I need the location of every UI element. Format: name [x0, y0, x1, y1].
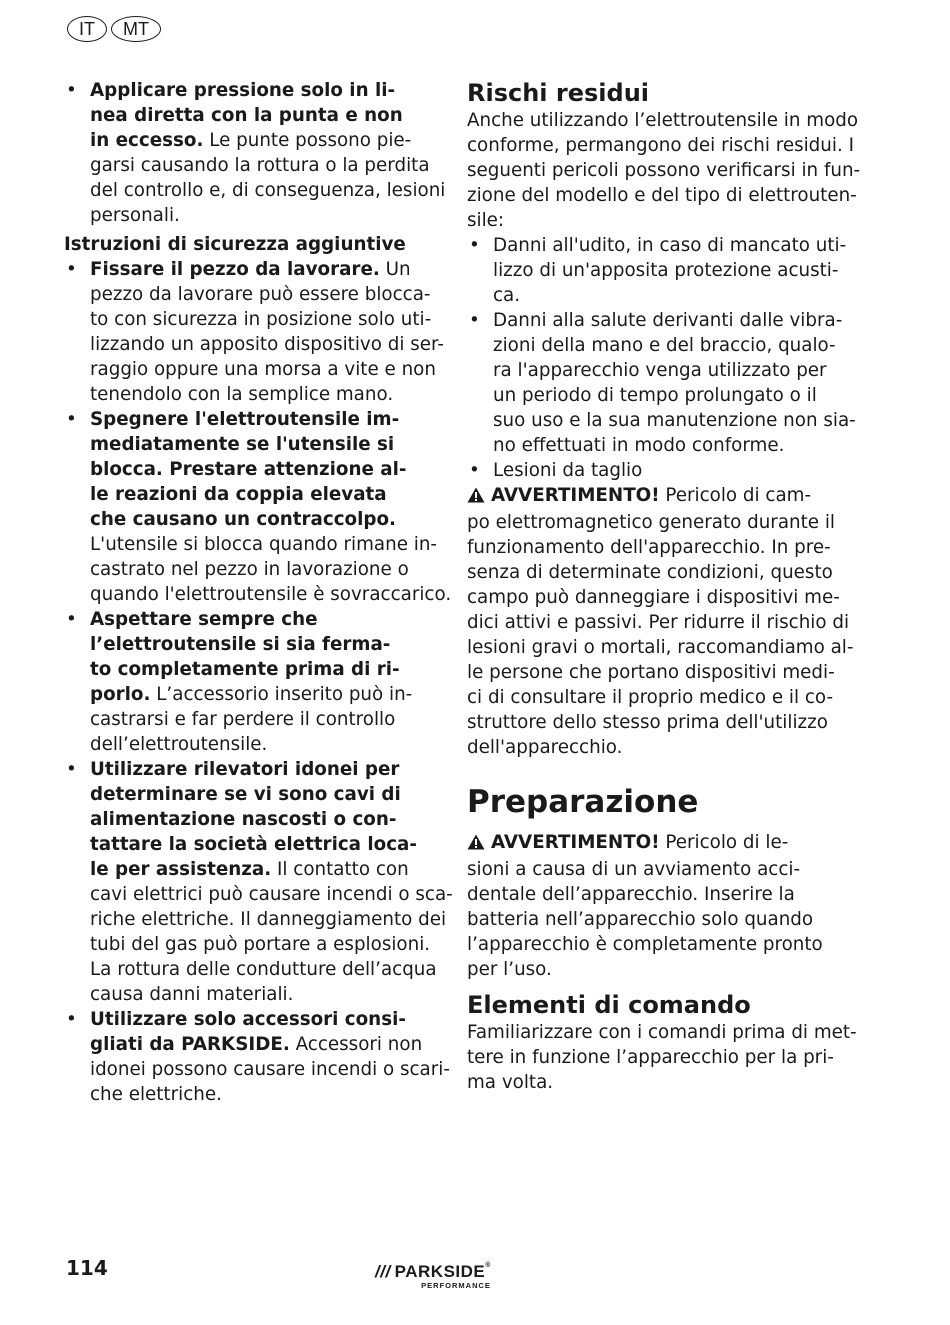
- text-line: quando l'elettroutensile è sovraccarico.: [90, 584, 452, 605]
- text-line: tenendolo con la semplice mano.: [90, 384, 394, 405]
- safety-list-1: [64, 78, 446, 228]
- text-line: personali.: [90, 205, 180, 226]
- text-line: Danni all'udito, in caso di mancato uti-: [493, 235, 847, 256]
- text-line: lesioni gravi o mortali, raccomandiamo al-: [467, 637, 854, 658]
- text-line: le reazioni da coppia elevata: [90, 484, 387, 505]
- text-line: del controllo e, di conseguenza, lesioni: [90, 180, 446, 201]
- text-line: tattare la società elettrica loca-: [90, 834, 417, 855]
- text-line: [90, 857, 436, 882]
- text-line: l’elettroutensile si sia ferma-: [90, 634, 391, 655]
- text-line: un periodo di tempo prolungato o il: [493, 385, 817, 406]
- text-line: sioni a causa di un avviamento acci-: [467, 859, 801, 880]
- text-line: [90, 257, 436, 282]
- text-line: senza di determinate condizioni, questo: [467, 562, 833, 583]
- warning-triangle-icon: [467, 832, 485, 857]
- text-line: seguenti pericoli possono verificarsi in fun-: [467, 160, 861, 181]
- text-line: ra l'apparecchio venga utilizzato per: [493, 360, 827, 381]
- brand-name-line: [375, 1262, 491, 1282]
- text-line: determinare se vi sono cavi di: [90, 784, 401, 805]
- text-line: alimentazione nascosti o con-: [90, 809, 397, 830]
- elementi-text: [467, 1020, 857, 1095]
- text-line: dentale dell’apparecchio. Inserire la: [467, 884, 795, 905]
- text-line: zioni della mano e del braccio, qualo-: [493, 335, 836, 356]
- text-line: riche elettriche. Il danneggiamento dei: [90, 909, 447, 930]
- text-rest: Il contatto con: [271, 859, 409, 880]
- language-badge-it: IT: [67, 16, 107, 42]
- list-item: [467, 233, 847, 308]
- bullet-icon: •: [469, 460, 480, 481]
- text-line: dell'apparecchio.: [467, 737, 623, 758]
- right-column: [467, 78, 861, 1095]
- list-item: [64, 257, 444, 407]
- text-line: conforme, permangono dei rischi residui. I: [467, 135, 854, 156]
- text-line: [90, 682, 436, 707]
- registered-mark: ®: [485, 1262, 491, 1269]
- bullet-icon: •: [66, 259, 77, 280]
- text-line: tere in funzione l’apparecchio per la pri-: [467, 1047, 834, 1068]
- rischi-intro: [467, 108, 861, 233]
- text-rest: Pericolo di cam-: [659, 485, 812, 506]
- text-line: pezzo da lavorare può essere blocca-: [90, 284, 431, 305]
- text-rest: Le punte possono pie-: [203, 130, 412, 151]
- text-line: batteria nell’apparecchio solo quando: [467, 909, 814, 930]
- text-line: Aspettare sempre che: [90, 609, 318, 630]
- text-line: struttore dello stesso prima dell'utilizzo: [467, 712, 828, 733]
- list-item: [467, 458, 839, 483]
- text-line: ci di consultare il proprio medico e il co-: [467, 687, 834, 708]
- text-line: Utilizzare solo accessori consi-: [90, 1009, 406, 1030]
- text-line: raggio oppure una morsa a vite e non: [90, 359, 436, 380]
- text-rest: Accessori non: [289, 1034, 423, 1055]
- warning-label: AVVERTIMENTO!: [491, 832, 660, 853]
- text-line: che causano un contraccolpo.: [90, 509, 396, 530]
- text-line: sile:: [467, 210, 505, 231]
- bullet-icon: •: [66, 409, 77, 430]
- warning-emf: [467, 483, 854, 760]
- text-line: cavi elettrici può causare incendi o sca-: [90, 884, 453, 905]
- text-line: ma volta.: [467, 1072, 554, 1093]
- list-item: [64, 757, 453, 1007]
- list-item: [467, 308, 856, 458]
- text-line: no effettuati in modo conforme.: [493, 435, 785, 456]
- safety-list-2: [64, 257, 453, 1107]
- text-line: castrarsi e far perdere il controllo: [90, 709, 396, 730]
- warning-label: AVVERTIMENTO!: [491, 485, 660, 506]
- parkside-logo: [375, 1262, 491, 1290]
- heading-rischi-residui: Rischi residui: [467, 79, 650, 107]
- text-line: [90, 128, 436, 153]
- text-line: Utilizzare rilevatori idonei per: [90, 759, 400, 780]
- text-rest: L’accessorio inserito può in-: [150, 684, 413, 705]
- text-line: suo uso e la sua manutenzione non sia-: [493, 410, 856, 431]
- brand-name: PARKSIDE: [394, 1262, 486, 1281]
- text-line: Applicare pressione solo in li-: [90, 80, 396, 101]
- bold-lead: gliati da PARKSIDE.: [90, 1034, 290, 1055]
- brand-subline: PERFORMANCE: [421, 1281, 491, 1290]
- text-line: causa danni materiali.: [90, 984, 294, 1005]
- heading-preparazione: Preparazione: [467, 784, 699, 820]
- text-line: Familiarizzare con i comandi prima di met-: [467, 1022, 857, 1043]
- text-line: [90, 1032, 436, 1057]
- text-line: to con sicurezza in posizione solo uti-: [90, 309, 432, 330]
- text-line: La rottura delle condutture dell’acqua: [90, 959, 437, 980]
- bullet-icon: •: [66, 759, 77, 780]
- text-line: to completamente prima di ri-: [90, 659, 400, 680]
- text-line: [467, 830, 839, 857]
- language-badges: [67, 16, 161, 42]
- text-line: nea diretta con la punta e non: [90, 105, 403, 126]
- text-line: Lesioni da taglio: [493, 460, 643, 481]
- logo-slashes-icon: ///: [375, 1262, 391, 1281]
- bullet-icon: •: [66, 80, 77, 101]
- bullet-icon: •: [66, 1009, 77, 1030]
- bullet-icon: •: [469, 235, 480, 256]
- subheading-additional-safety: Istruzioni di sicurezza aggiuntive: [64, 234, 406, 255]
- text-line: lizzando un apposito dispositivo di ser-: [90, 334, 444, 355]
- text-line: garsi causando la rottura o la perdita: [90, 155, 430, 176]
- list-item: [64, 407, 452, 607]
- text-line: dici attivi e passivi. Per ridurre il rischio di: [467, 612, 850, 633]
- text-line: funzionamento dell'apparecchio. In pre-: [467, 537, 831, 558]
- text-line: blocca. Prestare attenzione al-: [90, 459, 407, 480]
- bullet-icon: •: [469, 310, 480, 331]
- text-line: mediatamente se l'utensile si: [90, 434, 395, 455]
- text-line: Anche utilizzando l’elettroutensile in modo: [467, 110, 859, 131]
- list-item: [64, 607, 436, 757]
- list-item: [64, 1007, 450, 1107]
- list-item: [64, 78, 446, 228]
- bold-lead: in eccesso.: [90, 130, 204, 151]
- bullet-icon: •: [66, 609, 77, 630]
- text-line: castrato nel pezzo in lavorazione o: [90, 559, 409, 580]
- text-line: campo può danneggiare i dispositivi me-: [467, 587, 840, 608]
- text-line: Danni alla salute derivanti dalle vibra-: [493, 310, 843, 331]
- text-rest: Un: [379, 259, 411, 280]
- residual-risks-list: [467, 233, 856, 483]
- text-line: l’apparecchio è completamente pronto: [467, 934, 823, 955]
- text-line: ca.: [493, 285, 521, 306]
- text-line: L'utensile si blocca quando rimane in-: [90, 534, 438, 555]
- text-line: dell’elettroutensile.: [90, 734, 268, 755]
- text-line: idonei possono causare incendi o scari-: [90, 1059, 450, 1080]
- text-line: per l’uso.: [467, 959, 552, 980]
- bold-lead: le per assistenza.: [90, 859, 272, 880]
- language-badge-mt: MT: [111, 16, 161, 42]
- warning-triangle-icon: [467, 485, 485, 510]
- text-rest: Pericolo di le-: [659, 832, 789, 853]
- text-line: po elettromagnetico generato durante il: [467, 512, 835, 533]
- text-line: tubi del gas può portare a esplosioni.: [90, 934, 431, 955]
- text-line: lizzo di un'apposita protezione acusti-: [493, 260, 839, 281]
- text-line: zione del modello e del tipo di elettrouten-: [467, 185, 857, 206]
- text-line: che elettriche.: [90, 1084, 222, 1105]
- text-line: [467, 483, 839, 510]
- warning-accidental-start: [467, 830, 839, 982]
- page-number: 114: [66, 1256, 108, 1280]
- text-line: le persone che portano dispositivi medi-: [467, 662, 835, 683]
- text-line: Spegnere l'elettroutensile im-: [90, 409, 400, 430]
- bold-lead: Fissare il pezzo da lavorare.: [90, 259, 380, 280]
- left-column: [64, 78, 453, 1107]
- bold-lead: porlo.: [90, 684, 151, 705]
- heading-elementi-di-comando: Elementi di comando: [467, 991, 751, 1019]
